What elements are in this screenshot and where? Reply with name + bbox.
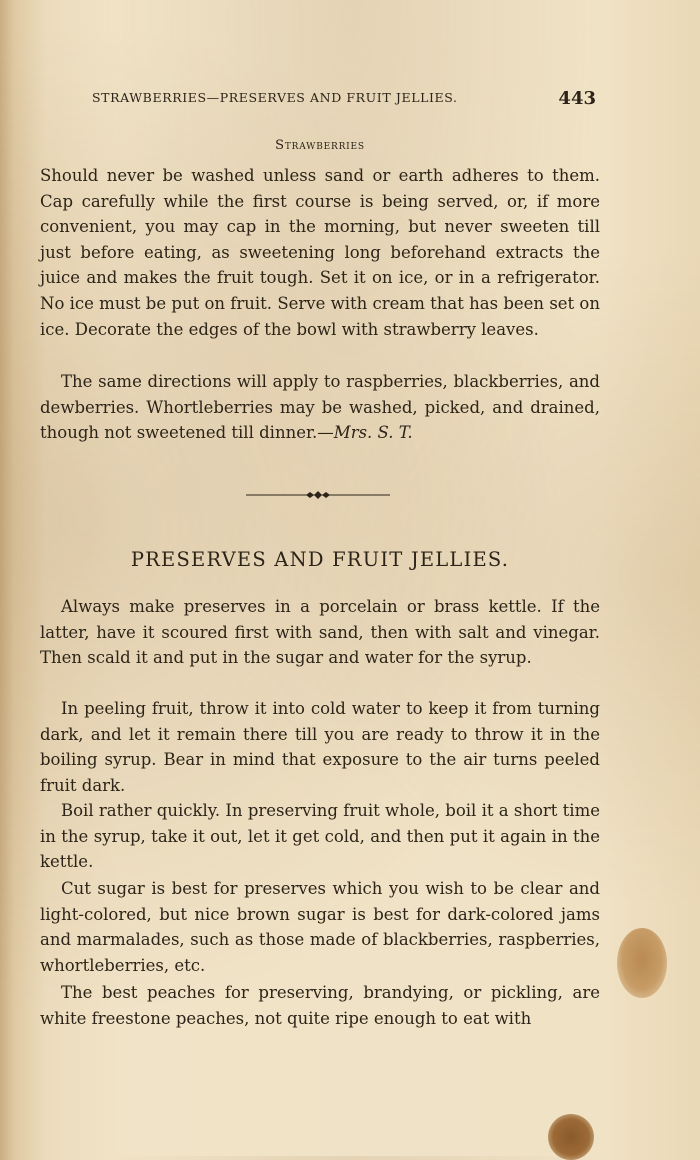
foxing-stain	[617, 928, 667, 998]
paragraph-preserves-2: In peeling fruit, throw it into cold water to keep it from turning dark, and let it remain there till you are ready to throw it in the boiling syrup. Bear in mind that exposure to the air turns peeled fruit dark.	[40, 699, 600, 795]
paragraph-strawberries-2	[40, 369, 600, 446]
paragraph-preserves-3: Boil rather quickly. In preserving fruit whole, boil it a short time in the syrup, take it out, let it get cold, and then put it again in the kettle.	[40, 801, 600, 872]
paragraph-preserves-4: Cut sugar is best for preserves which you wish to be clear and light-colored, but nice brown sugar is best for dark-colored jams and marmalades, such as those made of blackberries, raspberries, whortleberries, etc.	[40, 879, 600, 975]
paragraph-strawberries-1: Should never be washed unless sand or earth adheres to them. Cap carefully while the first course is being served, or, if more convenient, you may cap in the morning, but never sweeten till just before eating, as sweetening long beforehand extracts the juice and makes the fruit tough. Set it on ice, or in a refrigerator. No ice must be put on fruit. Serve with cream that has been set on ice. Decorate the edges of the bowl with strawberry leaves.	[40, 166, 600, 339]
running-head: STRAWBERRIES—PRESERVES AND FRUIT JELLIES.	[92, 90, 458, 105]
paragraph-preserves-1: Always make preserves in a porcelain or brass kettle. If the latter, have it scoured first with sand, then with salt and vinegar. Then scald it and put in the sugar and water for the syrup.	[40, 597, 600, 668]
paragraph-strawberries-2-text: The same directions will apply to raspberries, blackberries, and dewberries. Whortleberries may be washed, picked, and drained, though not sweetened till dinner.—	[40, 372, 600, 443]
page-number: 443	[558, 88, 596, 109]
signature: Mrs. S. T.	[333, 423, 413, 443]
chapter-title: PRESERVES AND FRUIT JELLIES.	[130, 548, 510, 571]
paragraph-preserves-5: The best peaches for preserving, brandying, or pickling, are white freestone peaches, not quite ripe enough to eat with	[40, 983, 600, 1028]
foxing-stain	[548, 1114, 594, 1160]
section-title-strawberries: Strawberries	[275, 138, 365, 153]
ornamental-divider	[246, 488, 390, 502]
